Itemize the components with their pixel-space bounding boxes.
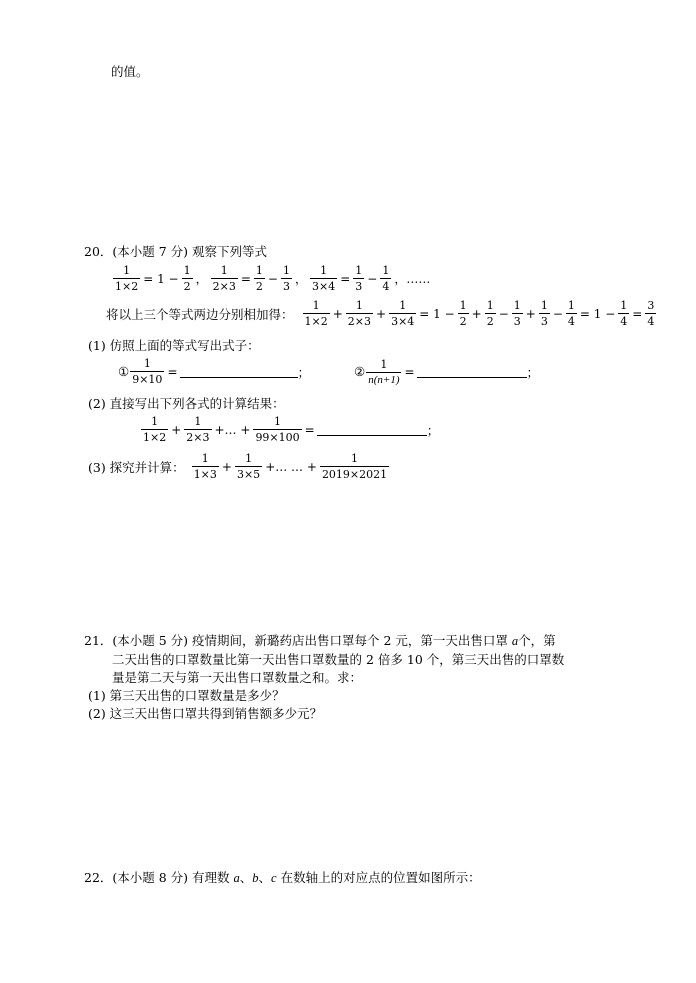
fraction: $\frac{1}{3\times 4}$ [311, 264, 336, 293]
answer-blank-2[interactable] [417, 365, 527, 378]
q21-line2: 二天出售的口罩数量比第一天出售口罩数量的 2 倍多 10 个，第三天出售的口罩数 [112, 652, 565, 667]
fraction: $\frac{1}{4}$ [382, 264, 390, 293]
fraction: $\frac{1}{3}$ [355, 264, 363, 293]
combine-text: 将以上三个等式两边分别相加得： [106, 306, 294, 322]
q20-title: 20．(本小题 7 分) 观察下列等式 [84, 244, 268, 259]
q21-sub1: (1) 第三天出售的口罩数量是多少？ [88, 688, 285, 703]
q20-observed-equations: $\frac{1}{1\times 2}$ = 1 − $\frac{1}{2}$ ， $\frac{1}{2\times 3}$ = $\frac{1}{2}$ − $\frac{1}{3}$ ， $\frac{1}{3\times 4}$ = $\frac{1}{3}$ − $\frac{1}{4}$ ，…… [115, 264, 431, 293]
q21-line1: 21．(本小题 5 分) 疫情期间，新璐药店出售口罩每个 2 元，第一天出售口罩 a个，第 [84, 633, 556, 648]
q20-part2-label: (2) 直接写出下列各式的计算结果： [88, 396, 285, 411]
q20-part3-label: (3) 探究并计算： [88, 459, 185, 475]
q20-part3: (3) 探究并计算： $\frac{1}{1\times 3}$ + $\frac{1}{3\times 5}$ +… … + $\frac{1}{2019\times 2021}$ [88, 452, 388, 481]
fraction: $\frac{1}{2}$ [183, 264, 191, 293]
q22-line1: 22．(本小题 8 分) 有理数 a、b、c 在数轴上的对应点的位置如图所示： [84, 870, 481, 885]
fraction: $\frac{1}{3}$ [282, 264, 290, 293]
fraction: $\frac{1}{1\times 2}$ [115, 264, 139, 293]
fraction: $\frac{1}{2\times 3}$ [212, 264, 236, 293]
q20-combined-equation: 将以上三个等式两边分别相加得： $\frac{1}{1\times 2}$ + $\frac{1}{2\times 3}$ + $\frac{1}{3\times 4}$ = 1 − $\frac{1}{2}$ + $\frac{1}{2}$ − $\frac{1}{3}$ + $\frac{1}{3}$ − $\frac{1}{4}$ = 1 − $\frac{1}{4}$ = $\frac{3}{4}$ [106, 299, 655, 328]
answer-blank-1[interactable] [180, 365, 298, 378]
answer-blank-3[interactable] [317, 423, 427, 436]
q20-part1-formulas: ① $\frac{1}{9\times 10}$ = ； ② $\frac{1}{n(n+1)}$ = ； [118, 357, 540, 386]
fraction: $\frac{1}{2}$ [255, 264, 263, 293]
prev-question-tail: 的值。 [111, 64, 149, 79]
q21-sub2: (2) 这三天出售口罩共得到销售额多少元？ [88, 706, 323, 721]
q21-line3: 量是第二天与第一天出售口罩数量之和。求： [112, 670, 363, 685]
q20-part1-label: (1) 仿照上面的等式写出式子： [88, 338, 260, 353]
q20-part2-formula: $\frac{1}{1\times 2}$ + $\frac{1}{2\times 3}$ +… + $\frac{1}{99\times 100}$ = ； [143, 415, 440, 444]
